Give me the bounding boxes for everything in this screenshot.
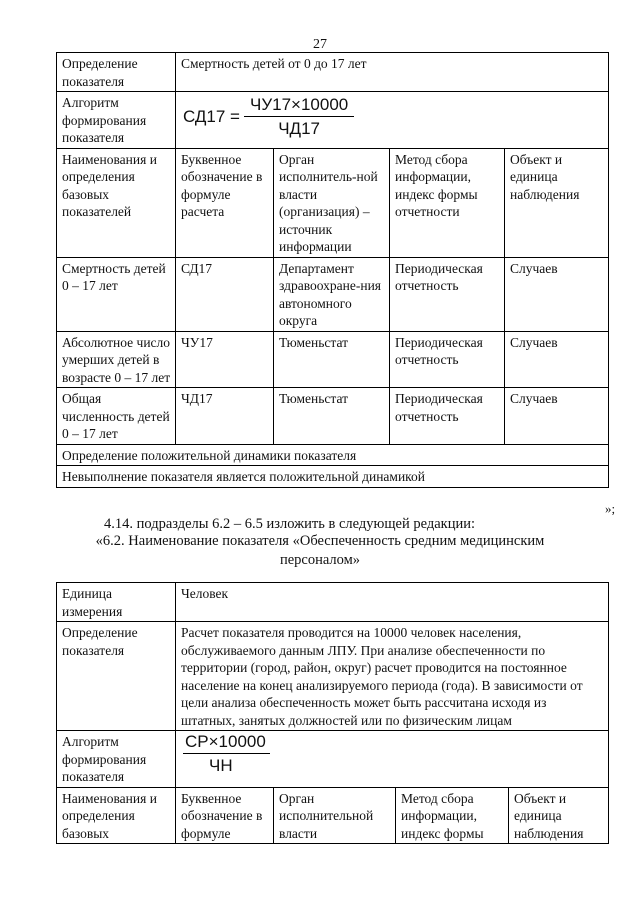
formula-cell [176, 731, 609, 788]
table-cell: Случаев [505, 257, 609, 331]
definition-label: Определение показателя [57, 622, 176, 731]
page-number: 27 [313, 37, 327, 52]
table-row [57, 92, 609, 149]
table-row [57, 583, 609, 622]
header-row [57, 148, 609, 257]
table-cell: Абсолютное число умерших детей в возрасте 0 – 17 лет [57, 331, 176, 388]
column-header: Объект и единица наблюдения [505, 148, 609, 257]
table-row [57, 466, 609, 488]
column-header: Метод сбора информации, индекс формы [396, 787, 509, 844]
closing-quote: »; [605, 501, 616, 516]
column-header: Орган исполнительной власти [274, 787, 396, 844]
column-header: Орган исполнитель-ной власти (организация) – источник информации [274, 148, 390, 257]
amendment-paragraph: 4.14. подразделы 6.2 – 6.5 изложить в следующей редакции: [104, 516, 475, 532]
indicator-table-child-mortality [56, 52, 609, 488]
definition-value: Расчет показателя проводится на 10000 человек населения, обслуживаемого данным ЛПУ. При анализе обеспеченности по территории (город, район, округ) расчет проводится на постоянное население на конец анализируемого периода (года). В зависимости от цели анализа обеспеченность может быть рассчитана исходя из штатных, занятых должностей или по физическим лицам [176, 622, 609, 731]
table-cell: Общая численность детей 0 – 17 лет [57, 388, 176, 445]
table-cell: Тюменьстат [274, 331, 390, 388]
column-header: Метод сбора информации, индекс формы отчетности [390, 148, 505, 257]
formula-numerator: СР×10000 [183, 733, 270, 754]
table-cell: Смертность детей 0 – 17 лет [57, 257, 176, 331]
table-cell: Периодическая отчетность [390, 331, 505, 388]
section-heading: «6.2. Наименование показателя «Обеспеченность средним медицинским персоналом» [95, 533, 545, 568]
column-header: Наименования и определения базовых показателей [57, 148, 176, 257]
dynamics-label: Определение положительной динамики показателя [57, 444, 609, 466]
table-row [57, 731, 609, 788]
dynamics-value: Невыполнение показателя является положительной динамикой [57, 466, 609, 488]
table-cell: Департамент здравоохране-ния автономного округа [274, 257, 390, 331]
fraction [244, 96, 354, 137]
table-cell: Периодическая отчетность [390, 257, 505, 331]
column-header: Наименования и определения базовых [57, 787, 176, 844]
table-row [57, 444, 609, 466]
table-cell: СД17 [176, 257, 274, 331]
table-row [57, 53, 609, 92]
formula [181, 94, 604, 137]
header-row [57, 787, 609, 844]
table-row [57, 257, 609, 331]
table-row [57, 388, 609, 445]
table-cell: ЧУ17 [176, 331, 274, 388]
table-row [57, 331, 609, 388]
column-header: Объект и единица наблюдения [509, 787, 609, 844]
formula-cell [176, 92, 609, 149]
column-header: Буквенное обозначение в формуле расчета [176, 148, 274, 257]
formula-lhs: СД17 = [183, 106, 240, 126]
table-cell: Случаев [505, 388, 609, 445]
definition-value: Смертность детей от 0 до 17 лет [176, 53, 609, 92]
formula-denominator: ЧД17 [278, 118, 320, 138]
indicator-table-nursing-staff [56, 582, 609, 844]
formula-denominator: ЧН [209, 755, 233, 775]
unit-value: Человек [176, 583, 609, 622]
formula-numerator: ЧУ17×10000 [244, 96, 354, 117]
table-row [57, 622, 609, 731]
definition-label: Определение показателя [57, 53, 176, 92]
table-cell: Периодическая отчетность [390, 388, 505, 445]
table-cell: Тюменьстат [274, 388, 390, 445]
algorithm-label: Алгоритм формирования показателя [57, 731, 176, 788]
table-cell: Случаев [505, 331, 609, 388]
column-header: Буквенное обозначение в формуле [176, 787, 274, 844]
table-cell: ЧД17 [176, 388, 274, 445]
algorithm-label: Алгоритм формирования показателя [57, 92, 176, 149]
fraction [181, 733, 270, 774]
unit-label: Единица измерения [57, 583, 176, 622]
